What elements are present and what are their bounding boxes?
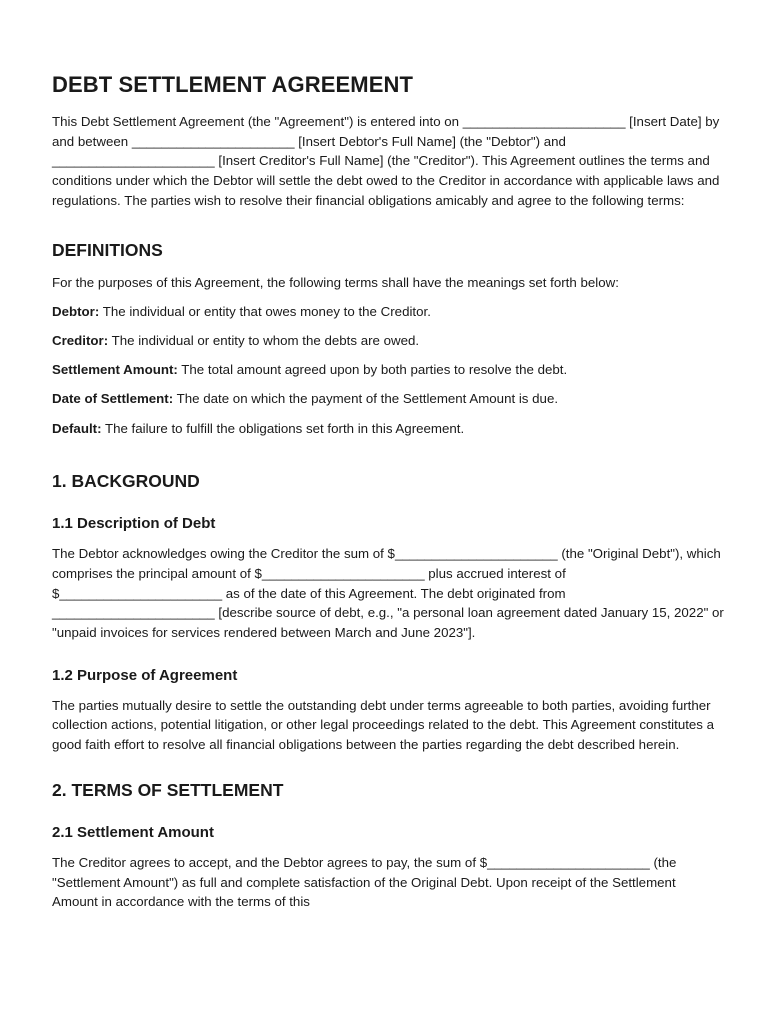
definition-text: The individual or entity to whom the debts are owed. [108, 332, 420, 348]
definition-text: The individual or entity that owes money to the Creditor. [99, 303, 431, 319]
document-page [52, 70, 724, 912]
definition-text: The date on which the payment of the Settlement Amount is due. [173, 391, 559, 407]
settlement-amount-heading: 2.1 Settlement Amount [52, 823, 214, 841]
definition-term: Creditor: [52, 332, 109, 348]
definition-debtor [52, 302, 724, 322]
definition-term: Date of Settlement: [52, 391, 174, 407]
purpose-heading: 1.2 Purpose of Agreement [52, 666, 238, 684]
definition-text: The failure to fulfill the obligations set forth in this Agreement. [101, 420, 465, 436]
terms-heading: 2. TERMS OF SETTLEMENT [52, 779, 284, 800]
definition-term: Default: [52, 420, 102, 436]
definitions-intro: For the purposes of this Agreement, the following terms shall have the meanings set forth below: [52, 274, 619, 290]
settlement-amount-text: The Creditor agrees to accept, and the Debtor agrees to pay, the sum of $______________________ (the "Settlement Amount") as full and complete satisfaction of the Original Debt. Upon receipt of the Settlement Amount in accordance with the terms of this [52, 854, 677, 910]
definition-term: Debtor: [52, 303, 100, 319]
definition-text: The total amount agreed upon by both parties to resolve the debt. [177, 362, 568, 378]
description-of-debt-text: The Debtor acknowledges owing the Creditor the sum of $______________________ (the "Original Debt"), which comprises the principal amount of $______________________ plus accrued interest of $______________________ as of the date of this Agreement. The debt originated from ______________________ [describe source of debt, e.g., "a personal loan agreement dated January 15, 2022" or "unpaid invoices for services rendered between March and June 2023"]. [52, 546, 724, 641]
definition-default [52, 419, 724, 439]
definition-settlement-amount [52, 360, 724, 380]
description-of-debt-heading: 1.1 Description of Debt [52, 515, 216, 533]
definition-creditor [52, 331, 724, 351]
document-title: DEBT SETTLEMENT AGREEMENT [52, 72, 414, 97]
background-heading: 1. BACKGROUND [52, 471, 200, 492]
intro-paragraph: This Debt Settlement Agreement (the "Agreement") is entered into on ______________________ [Insert Date] by and between ______________________ [Insert Debtor's Full Name] (the "Debtor") and ______________________ [Insert Creditor's Full Name] (the "Creditor"). This Agreement outlines the terms and conditions under which the Debtor will settle the debt owed to the Creditor in accordance with applicable laws and regulations. The parties wish to resolve their financial obligations amicably and agree to the following terms: [52, 114, 720, 208]
purpose-text: The parties mutually desire to settle the outstanding debt under terms agreeable to both parties, avoiding further collection actions, potential litigation, or other legal proceedings related to the debt. This Agreement constitutes a good faith effort to resolve all financial obligations between the parties regarding the debt described herein. [52, 697, 715, 753]
definitions-heading: DEFINITIONS [52, 239, 163, 260]
definition-date-of-settlement [52, 389, 724, 409]
definition-term: Settlement Amount: [52, 362, 178, 378]
